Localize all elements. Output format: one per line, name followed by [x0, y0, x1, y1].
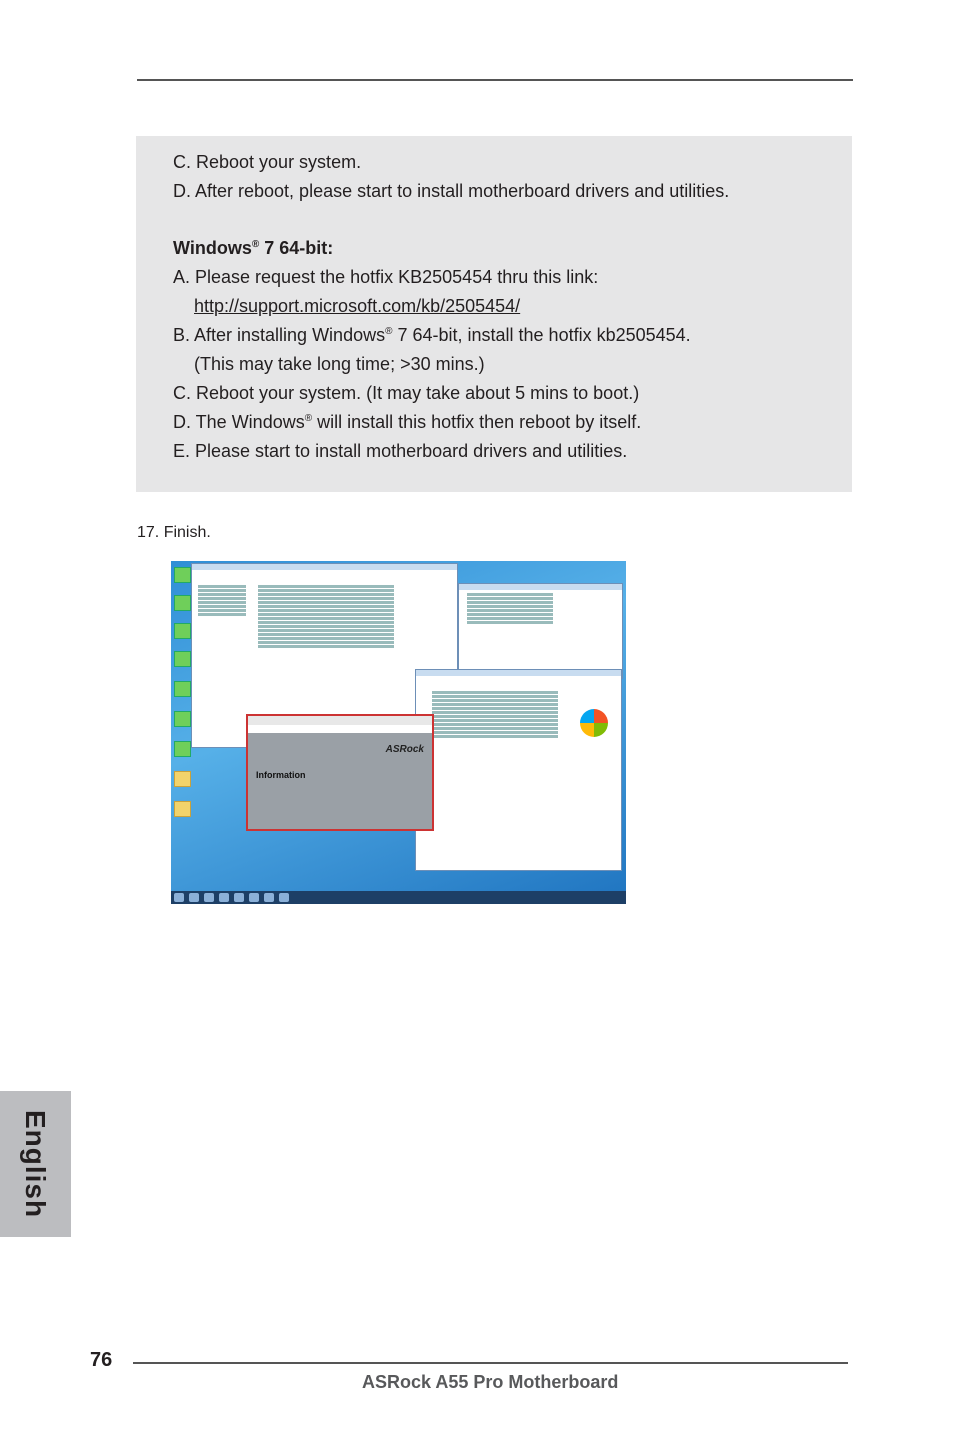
win7-heading: Windows® 7 64-bit: [173, 238, 334, 258]
taskbar-icon [204, 893, 214, 902]
start-icon [174, 893, 184, 902]
taskbar-icon [234, 893, 244, 902]
line-c-reboot: C. Reboot your system. [173, 152, 362, 172]
hotfix-link[interactable]: http://support.microsoft.com/kb/2505454/ [194, 296, 521, 316]
line-b-after: B. After installing Windows® 7 64-bit, install the hotfix kb2505454. [173, 325, 691, 345]
line-d-after-reboot: D. After reboot, please start to install motherboard drivers and utilities. [173, 181, 730, 201]
language-tab: English [0, 1091, 71, 1237]
device-manager-window [458, 583, 623, 679]
information-title: Information [256, 770, 306, 780]
desktop-icon [174, 595, 191, 611]
asrock-driver-cd-window [246, 714, 434, 831]
system-window [415, 669, 622, 871]
taskbar-icon [189, 893, 199, 902]
desktop-icon [174, 567, 191, 583]
taskbar-icon [279, 893, 289, 902]
desktop-icon [174, 681, 191, 697]
line-c-reboot2: C. Reboot your system. (It may take about 5 mins to boot.) [173, 383, 640, 403]
desktop-icon [174, 623, 191, 639]
taskbar [171, 891, 626, 904]
top-rule [137, 79, 853, 81]
finish-screenshot [171, 561, 626, 904]
taskbar-icon [219, 893, 229, 902]
windows-logo-icon [580, 709, 608, 737]
taskbar-icon [249, 893, 259, 902]
desktop-icon [174, 741, 191, 757]
footer-title: ASRock A55 Pro Motherboard [362, 1372, 619, 1392]
asrock-logo: ASRock [385, 744, 424, 755]
desktop-icon [174, 651, 191, 667]
page-number: 76 [90, 1349, 113, 1371]
folder-icon [174, 771, 191, 787]
desktop-icon [174, 711, 191, 727]
bottom-rule [133, 1362, 848, 1364]
taskbar-icon [264, 893, 274, 902]
step-finish: 17. Finish. [137, 524, 211, 541]
line-b-note: (This may take long time; >30 mins.) [194, 354, 485, 374]
line-d-windows: D. The Windows® will install this hotfix then reboot by itself. [173, 412, 642, 432]
folder-icon [174, 801, 191, 817]
line-a-request: A. Please request the hotfix KB2505454 thru this link: [173, 267, 599, 287]
line-e-install: E. Please start to install motherboard drivers and utilities. [173, 441, 628, 461]
